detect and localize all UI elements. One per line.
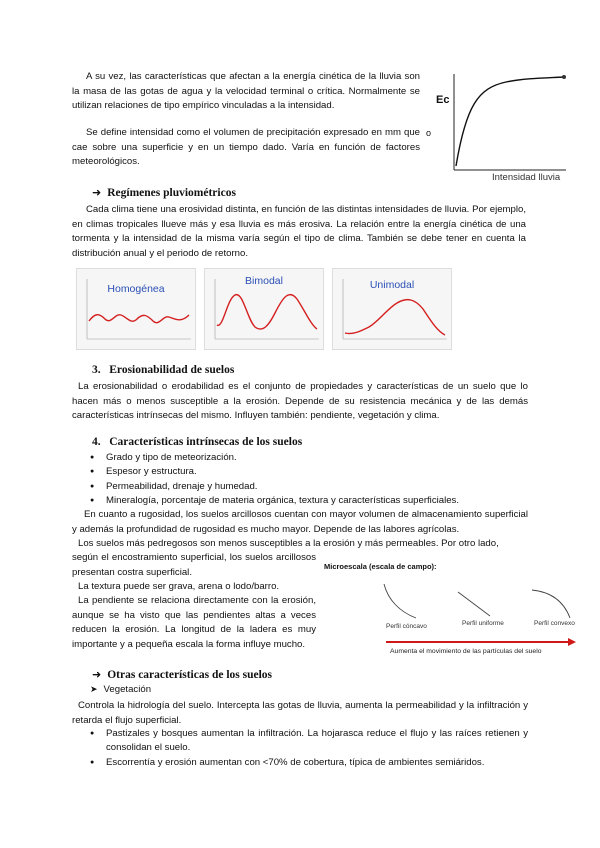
regime-label-bimodal: Bimodal <box>245 275 283 287</box>
encostramiento-paragraph: según el encostramiento superficial, los suelos arcillosos presentan costra superficial. <box>72 552 316 578</box>
list-item: ● Espesor y estructura. <box>86 465 526 479</box>
regime-chart-unimodal <box>332 268 452 350</box>
arrow-icon: ➜ <box>92 668 102 681</box>
uniform-profile <box>458 592 490 616</box>
list-item: ● Grado y tipo de meteorización. <box>86 451 526 465</box>
regime-curve-unimodal <box>345 300 445 335</box>
list-item: ● Pastizales y bosques aumentan la infiltración. La hojarasca reduce el flujo y las raíces retienen y consolidan el suelo. <box>86 727 528 756</box>
energy-intensity-svg <box>426 66 572 188</box>
regime-curve-homogenea <box>89 315 189 323</box>
intro-paragraph-1: A su vez, las características que afectan a la energía cinética de la lluvia son la masa de las gotas de agua y la velocidad terminal o crítica. Normalmente se utilizan relaciones de tipo empírico vinculadas a la intensidad. <box>72 71 420 112</box>
vegetacion-list <box>86 727 528 770</box>
profile-label-convex: Perfil convexo <box>534 620 575 627</box>
regime-curve-bimodal <box>217 295 317 329</box>
subheading-vegetacion <box>90 684 151 695</box>
arrow-icon: ➜ <box>92 186 102 199</box>
convex-profile <box>532 590 570 618</box>
regime-chart-bimodal <box>204 268 324 350</box>
arrow-caption: Aumenta el movimiento de las partículas del suelo <box>390 648 542 655</box>
stray-mark: o <box>426 128 432 138</box>
regime-label-unimodal: Unimodal <box>369 279 415 291</box>
curve-end-point <box>562 75 566 79</box>
microescala-title: Microescala (escala de campo): <box>324 562 437 571</box>
profile-label-uniform: Perfil uniforme <box>462 620 504 627</box>
heading-regimenes <box>92 186 236 199</box>
regime-label-homogenea: Homogénea <box>107 283 165 295</box>
intrinsecas-list <box>86 451 526 509</box>
pendiente-paragraph: La pendiente se relaciona directamente con la erosión, aunque se ha visto que las pendientes altas a veces reducen la erosión. La longitud de la ladera es muy importante y a pequeña escala la forma influye mucho. <box>72 595 316 650</box>
heading-erosionabilidad-number: 3. <box>92 364 101 376</box>
x-axis-label: Intensidad lluvia <box>492 172 561 183</box>
vegetacion-paragraph: Controla la hidrología del suelo. Intercepta las gotas de lluvia, aumenta la permeabilidad y la infiltración y retarda el flujo superficial. <box>72 700 528 726</box>
pedregosos-paragraph: Los suelos más pedregosos son menos susceptibles a la erosión y más permeables. Por otro lado, <box>78 538 499 549</box>
profile-label-concave: Perfil cóncavo <box>386 623 427 630</box>
list-item: ● Mineralogía, porcentaje de materia orgánica, textura y características superficiales. <box>86 494 526 508</box>
concave-profile <box>384 584 416 618</box>
energy-curve <box>456 77 564 166</box>
heading-intrinsecas-number: 4. <box>92 436 101 448</box>
chevron-right-icon: ➤ <box>90 685 98 695</box>
list-item: ● Permeabilidad, drenaje y humedad. <box>86 480 526 494</box>
erosionabilidad-paragraph: La erosionabilidad o erodabilidad es el conjunto de propiedades y características de un suelo que lo hacen más o menos susceptible a la erosión. Depende de su resistencia mecánica y de las demás características intrínsecas del mismo. Influyen también: pendiente, vegetación y clima. <box>72 381 528 422</box>
list-item: ● Escorrentía y erosión aumentan con <70% de cobertura, típica de ambientes semiáridos. <box>86 756 528 770</box>
arrow-right-icon <box>568 638 576 646</box>
heading-regimenes-text: Regímenes pluviométricos <box>107 187 236 199</box>
heading-erosionabilidad-text: Erosionabilidad de suelos <box>109 364 235 376</box>
microescala-figure <box>320 556 580 664</box>
y-axis-label: Ec <box>436 94 450 106</box>
subheading-vegetacion-text: Vegetación <box>103 684 152 695</box>
regime-chart-homogenea <box>76 268 196 350</box>
heading-intrinsecas-text: Características intrínsecas de los suelos <box>109 436 303 448</box>
heading-intrinsecas <box>92 436 302 448</box>
heading-otras <box>92 668 272 681</box>
heading-erosionabilidad <box>92 364 234 376</box>
intro-paragraph-2: Se define intensidad como el volumen de precipitación expresado en mm que cae sobre una superficie y en un tiempo dado. Varía en función de factores meteorológicos. <box>72 127 420 168</box>
energy-intensity-chart <box>426 66 572 188</box>
rugosidad-paragraph: En cuanto a rugosidad, los suelos arcillosos cuentan con mayor volumen de almacenamiento superficial y además la profundidad de rugosidad es mucho mayor. Depende de las labores agrícolas. <box>72 509 528 535</box>
regimenes-paragraph: Cada clima tiene una erosividad distinta, en función de las distintas intensidades de lluvia. Por ejemplo, en climas tropicales llueve más y esa lluvia es más erosiva. La relación entre la energía cinética de una tormenta y la intensidad de la misma varía según el tipo de clima. También se debe tener en cuenta la distribución anual y el periodo de retorno. <box>72 204 526 259</box>
heading-otras-text: Otras características de los suelos <box>107 669 273 681</box>
textura-paragraph: La textura puede ser grava, arena o lodo/barro. <box>78 581 280 592</box>
